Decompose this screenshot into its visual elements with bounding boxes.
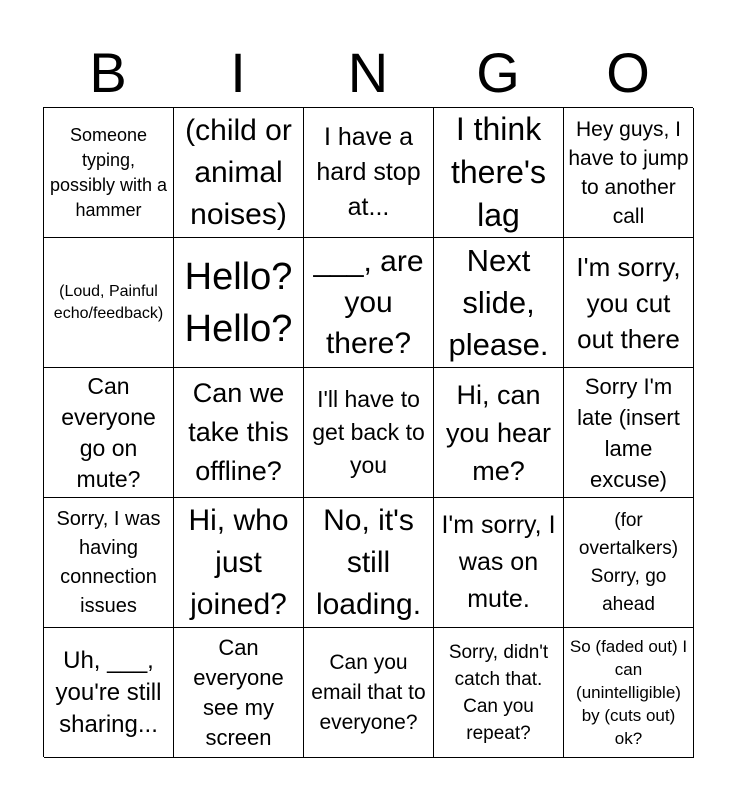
bingo-cell-r4c3[interactable]	[304, 498, 434, 628]
bingo-cell-r5c5[interactable]	[564, 628, 694, 758]
cell-text: Can we take this offline?	[188, 378, 289, 486]
bingo-cell-r5c4[interactable]	[434, 628, 564, 758]
bingo-cell-r4c5[interactable]	[564, 498, 694, 628]
bingo-cell-r4c2[interactable]	[174, 498, 304, 628]
bingo-cell-r1c2[interactable]	[174, 108, 304, 238]
cell-text: Hi, can you hear me?	[445, 379, 552, 486]
cell-text: Next slide, please.	[448, 242, 549, 362]
cell-text: Uh, ___, you're still sharing...	[55, 646, 162, 738]
bingo-cell-r3c3[interactable]	[304, 368, 434, 498]
header-letter-i: I	[230, 41, 246, 104]
cell-text: I'm sorry, I was on mute.	[441, 511, 556, 613]
cell-text: (child or animal noises)	[185, 113, 292, 231]
cell-text: No, it's still loading.	[315, 503, 422, 621]
cell-text: Can you email that to everyone?	[311, 650, 426, 734]
cell-text: Can everyone see my screen	[193, 634, 284, 750]
header-letter-g: G	[476, 41, 520, 104]
bingo-cell-r1c4[interactable]	[434, 108, 564, 238]
bingo-card-grid	[43, 107, 693, 757]
bingo-cell-r4c4[interactable]	[434, 498, 564, 628]
cell-text: Someone typing, possibly with a hammer	[49, 124, 168, 220]
cell-text: Hey guys, I have to jump to another call	[568, 117, 689, 228]
header-letter-o: O	[606, 41, 650, 104]
bingo-cell-r2c3[interactable]	[304, 238, 434, 368]
bingo-cell-r2c4[interactable]	[434, 238, 564, 368]
bingo-cell-r5c1[interactable]	[44, 628, 174, 758]
bingo-cell-r1c1[interactable]	[44, 108, 174, 238]
bingo-cell-r3c2[interactable]	[174, 368, 304, 498]
cell-text: Sorry I'm late (insert lame excuse)	[577, 373, 680, 492]
cell-text: (for overtalkers) Sorry, go ahead	[578, 509, 679, 615]
cell-text: Sorry, didn't catch that. Can you repeat?	[448, 641, 549, 744]
bingo-cell-r3c5[interactable]	[564, 368, 694, 498]
cell-text: Can everyone go on mute?	[61, 372, 156, 492]
bingo-cell-r1c5[interactable]	[564, 108, 694, 238]
cell-text: I think there's lag	[450, 111, 547, 233]
cell-text: I'll have to get back to you	[312, 386, 425, 478]
bingo-cell-r2c5[interactable]	[564, 238, 694, 368]
bingo-cell-r2c2[interactable]	[174, 238, 304, 368]
cell-text: (Loud, Painful echo/feedback)	[53, 282, 164, 322]
header-letter-b: B	[89, 41, 127, 104]
cell-text: Sorry, I was having connection issues	[56, 507, 161, 617]
header-letter-n: N	[347, 41, 389, 104]
bingo-cell-r3c4[interactable]	[434, 368, 564, 498]
bingo-cell-r2c1[interactable]	[44, 238, 174, 368]
bingo-header	[43, 40, 693, 106]
bingo-cell-r5c2[interactable]	[174, 628, 304, 758]
cell-text: ___, are you there?	[313, 245, 424, 360]
cell-text: I have a hard stop at...	[316, 123, 421, 221]
bingo-cell-r1c3[interactable]	[304, 108, 434, 238]
cell-text: Hi, who just joined?	[188, 503, 289, 621]
bingo-cell-r4c1[interactable]	[44, 498, 174, 628]
cell-text: I'm sorry, you cut out there	[576, 251, 681, 354]
bingo-cell-r3c1[interactable]	[44, 368, 174, 498]
cell-text: Hello? Hello?	[184, 255, 293, 350]
bingo-cell-r5c3[interactable]	[304, 628, 434, 758]
cell-text: So (faded out) I can (unintelligible) by (cuts out) ok?	[569, 637, 688, 748]
